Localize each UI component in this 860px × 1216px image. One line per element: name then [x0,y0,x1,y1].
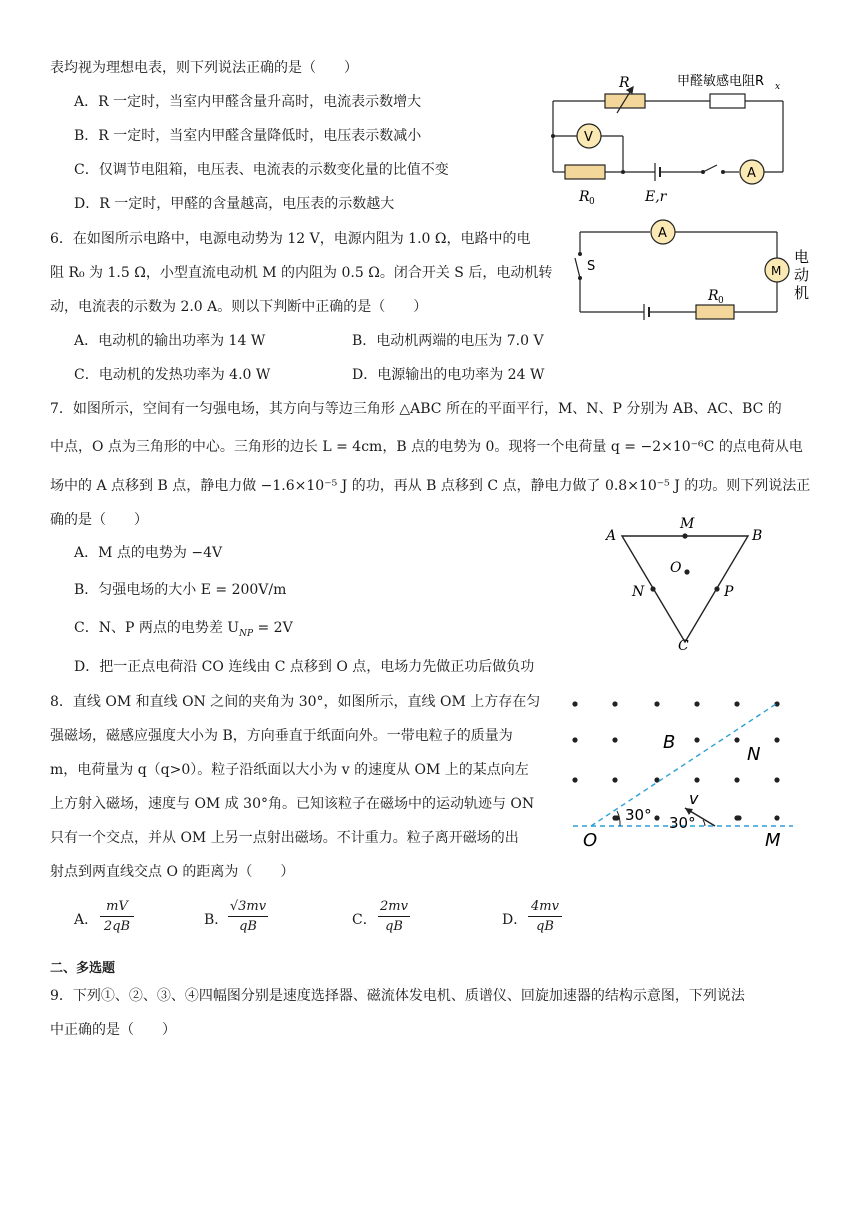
q5-label-r: R [619,75,630,91]
q6-label-r0: R [708,288,719,304]
q7-label-p: P [724,584,734,600]
q8-line-6: 射点到两直线交点 O 的距离为（ ） [50,864,295,880]
q6-label-s: S [587,259,596,274]
q8-option-a-den: 2qB [103,919,131,934]
q8-angle-2: 30° [669,814,696,832]
q5-option-b[interactable]: B．R 一定时，当室内甲醛含量降低时，电压表示数减小 [74,128,422,144]
q8-line-1: 8．直线 OM 和直线 ON 之间的夹角为 30°，如图所示，直线 OM 上方存在匀 [50,694,541,710]
q6-option-a[interactable]: A．电动机的输出功率为 14 W [74,333,266,349]
q6-line-2: 阻 R₀ 为 1.5 Ω，小型直流电动机 M 的内阻为 0.5 Ω。闭合开关 S 后，电动机转 [50,265,553,281]
q8-option-b-fraction[interactable] [228,899,268,934]
q7-label-a: A [606,528,617,544]
q5-option-d[interactable]: D．R 一定时，甲醛的含量越高，电压表的示数越大 [74,196,395,212]
q6-label-motor-3: 机 [794,284,810,302]
q7-option-c-tail: = 2V [253,620,293,636]
q8-option-a-fraction[interactable] [100,899,134,934]
section-title-multiple-choice: 二、多选题 [50,961,116,976]
field-dot [654,701,659,706]
q7-option-b[interactable]: B．匀强电场的大小 E = 200V/m [74,582,287,598]
q8-line-2: 强磁场，磁感应强度大小为 B，方向垂直于纸面向外。一带电粒子的质量为 [50,728,513,744]
field-dot [694,777,699,782]
field-dot [734,737,739,742]
q6-label-a: A [658,226,667,241]
q5-label-r0-sub: 0 [589,197,595,207]
field-dot [654,777,659,782]
field-dot [734,701,739,706]
q7-option-c[interactable] [74,618,293,644]
q5-stem-tail: 表均视为理想电表，则下列说法正确的是（ ） [50,60,358,76]
q8-option-c-letter[interactable]: C． [352,912,377,928]
q5-label-a: A [747,166,756,181]
q5-label-sensor-sub: x [775,82,781,92]
q5-label-sensor: 甲醛敏感电阻R [677,74,765,89]
q6-line-1: 6．在如图所示电路中，电源电动势为 12 V，电源内阻为 1.0 Ω，电路中的电 [50,231,531,247]
q8-angle-1: 30° [625,806,652,824]
q8-magnetic-field-figure [565,690,805,850]
q7-label-o: O [670,560,682,576]
q8-line-4: 上方射入磁场，速度与 OM 成 30°角。已知该粒子在磁场中的运动轨迹与 ON [50,796,535,812]
q6-label-motor-2: 动 [794,266,810,284]
field-dot [572,777,577,782]
q6-line-3: 动，电流表的示数为 2.0 A。则以下判断中正确的是（ ） [50,299,428,315]
q7-option-d[interactable]: D．把一正点电荷沿 CO 连线由 C 点移到 O 点，电场力先做正功后做负功 [74,659,535,675]
q8-option-d-num: 4mv [531,899,559,914]
q6-circuit-figure [572,218,817,328]
q8-option-d-letter[interactable]: D． [502,912,528,928]
q9-line-1: 9．下列①、②、③、④四幅图分别是速度选择器、磁流体发电机、质谱仪、回旋加速器的结构示意图，下列说法 [50,988,745,1004]
q5-label-r0: R [579,189,590,205]
q8-line-3: m，电荷量为 q（q>0）。粒子沿纸面以大小为 v 的速度从 OM 上的某点向左 [50,762,529,778]
field-dot [774,737,779,742]
q8-option-b-num: √3mv [229,899,267,914]
q7-option-c-sub: NP [239,628,254,639]
q8-option-c-den: qB [385,919,403,934]
q7-triangle-figure [600,512,780,657]
q5-label-v: V [584,130,593,145]
q8-option-a-num: mV [106,899,128,914]
q7-option-c-text: C．N、P 两点的电势差 U [74,620,240,636]
field-dot [654,815,659,820]
q8-label-n: N [747,744,761,765]
field-dot [612,701,617,706]
q7-line-3: 场中的 A 点移到 B 点，静电力做 −1.6×10⁻⁵ J 的功，再从 B 点移到 C 点，静电力做了 0.8×10⁻⁵ J 的功。则下列说法正 [50,478,811,494]
q8-option-d-fraction[interactable] [528,899,562,934]
field-dot [774,777,779,782]
q8-option-c-num: 2mv [380,899,408,914]
q8-label-o: O [583,830,598,851]
q8-option-d-den: qB [536,919,554,934]
q7-option-a[interactable]: A．M 点的电势为 −4V [74,545,223,561]
field-dot [774,815,779,820]
q8-line-5: 只有一个交点，并从 OM 上另一点射出磁场。不计重力。粒子离开磁场的出 [50,830,519,846]
q6-option-d[interactable]: D．电源输出的电功率为 24 W [352,367,545,383]
q7-label-b: B [752,528,763,544]
field-dot [694,737,699,742]
q7-label-m: M [680,516,695,532]
q6-label-m: M [771,264,782,278]
q8-label-m: M [765,830,781,851]
q7-line-2: 中点，O 点为三角形的中心。三角形的边长 L = 4cm，B 点的电势为 0。现将一个电荷量 q = −2×10⁻⁶C 的点电荷从电 [50,439,803,455]
q5-circuit-figure [545,65,805,215]
q8-option-a-letter[interactable]: A． [74,912,99,928]
q5-option-a[interactable]: A．R 一定时，当室内甲醛含量升高时，电流表示数增大 [74,94,422,110]
q5-option-c[interactable]: C．仅调节电阻箱，电压表、电流表的示数变化量的比值不变 [74,162,449,178]
q6-label-r0-sub: 0 [718,296,724,306]
field-dot [572,701,577,706]
q6-option-b[interactable]: B．电动机两端的电压为 7.0 V [352,333,544,349]
q8-option-b-den: qB [239,919,257,934]
q7-line-4: 确的是（ ） [50,512,148,528]
field-dot [694,701,699,706]
q6-option-c[interactable]: C．电动机的发热功率为 4.0 W [74,367,271,383]
q7-label-n: N [632,584,645,600]
q8-label-v: v [689,789,699,808]
field-dot [572,737,577,742]
q9-line-2: 中正确的是（ ） [50,1022,176,1038]
q8-label-b: B [663,732,676,753]
q7-line-1: 7．如图所示，空间有一匀强电场，其方向与等边三角形 △ABC 所在的平面平行，M、N、P 分别为 AB、AC、BC 的 [50,401,782,417]
q8-option-b-letter[interactable]: B． [204,912,229,928]
field-dot [612,777,617,782]
q7-label-c: C [678,638,689,654]
field-dot [734,777,739,782]
field-dot [612,737,617,742]
q5-label-er: E,r [645,189,667,205]
field-dot [736,815,741,820]
q8-option-c-fraction[interactable] [378,899,410,934]
q6-label-motor-1: 电 [794,248,810,266]
